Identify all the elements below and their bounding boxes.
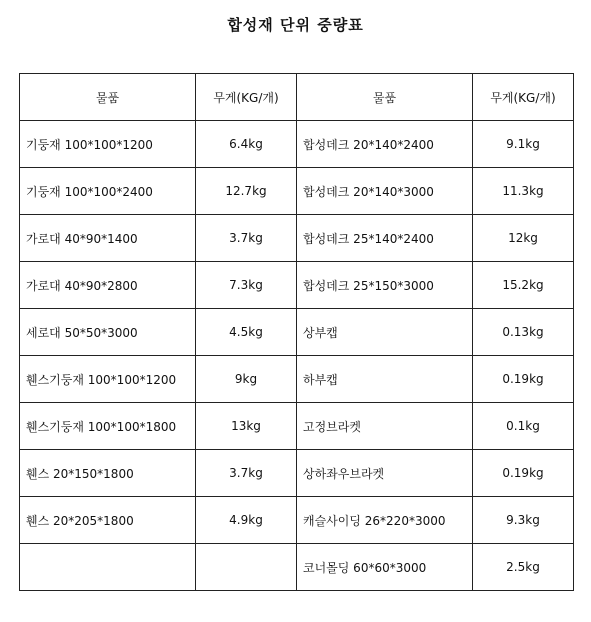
weight-left: 3.7kg [196,450,297,497]
item-right: 고정브라켓 [297,403,473,450]
table-row [20,121,574,168]
weight-right: 0.19kg [473,356,574,403]
item-right: 합성데크 25*140*2400 [297,215,473,262]
item-right: 캐슬사이딩 26*220*3000 [297,497,473,544]
weight-right: 11.3kg [473,168,574,215]
table-row [20,262,574,309]
item-left: 가로대 40*90*2800 [20,262,196,309]
item-right: 하부캡 [297,356,473,403]
item-right: 상부캡 [297,309,473,356]
item-left: 휀스 20*150*1800 [20,450,196,497]
item-left: 휀스기둥재 100*100*1200 [20,356,196,403]
item-right: 합성데크 20*140*2400 [297,121,473,168]
item-left [20,544,196,591]
weight-left: 7.3kg [196,262,297,309]
item-right: 합성데크 25*150*3000 [297,262,473,309]
item-right: 상하좌우브라켓 [297,450,473,497]
table-row [20,168,574,215]
weight-right: 15.2kg [473,262,574,309]
weight-right: 0.13kg [473,309,574,356]
weight-left: 4.5kg [196,309,297,356]
table-header-row [20,74,574,121]
weight-left: 12.7kg [196,168,297,215]
page-title: 합성재 단위 중량표 [227,16,364,34]
item-left: 휀스기둥재 100*100*1800 [20,403,196,450]
header-weight-left: 무게(KG/개) [196,74,297,121]
weight-right: 9.3kg [473,497,574,544]
item-left: 기둥재 100*100*2400 [20,168,196,215]
table-row [20,403,574,450]
table-row [20,450,574,497]
item-left: 세로대 50*50*3000 [20,309,196,356]
weight-right: 0.19kg [473,450,574,497]
item-right: 코너몰딩 60*60*3000 [297,544,473,591]
weight-right: 2.5kg [473,544,574,591]
table-row [20,544,574,591]
item-right: 합성데크 20*140*3000 [297,168,473,215]
item-left: 휀스 20*205*1800 [20,497,196,544]
table-row [20,356,574,403]
weight-left: 9kg [196,356,297,403]
table-row [20,497,574,544]
header-item-left: 물품 [20,74,196,121]
table-row [20,309,574,356]
weight-right: 12kg [473,215,574,262]
weight-right: 9.1kg [473,121,574,168]
weight-table [19,73,574,591]
table-row [20,215,574,262]
weight-right: 0.1kg [473,403,574,450]
header-item-right: 물품 [297,74,473,121]
header-weight-right: 무게(KG/개) [473,74,574,121]
weight-left: 3.7kg [196,215,297,262]
weight-left: 4.9kg [196,497,297,544]
weight-left: 13kg [196,403,297,450]
item-left: 기둥재 100*100*1200 [20,121,196,168]
item-left: 가로대 40*90*1400 [20,215,196,262]
weight-left [196,544,297,591]
weight-left: 6.4kg [196,121,297,168]
